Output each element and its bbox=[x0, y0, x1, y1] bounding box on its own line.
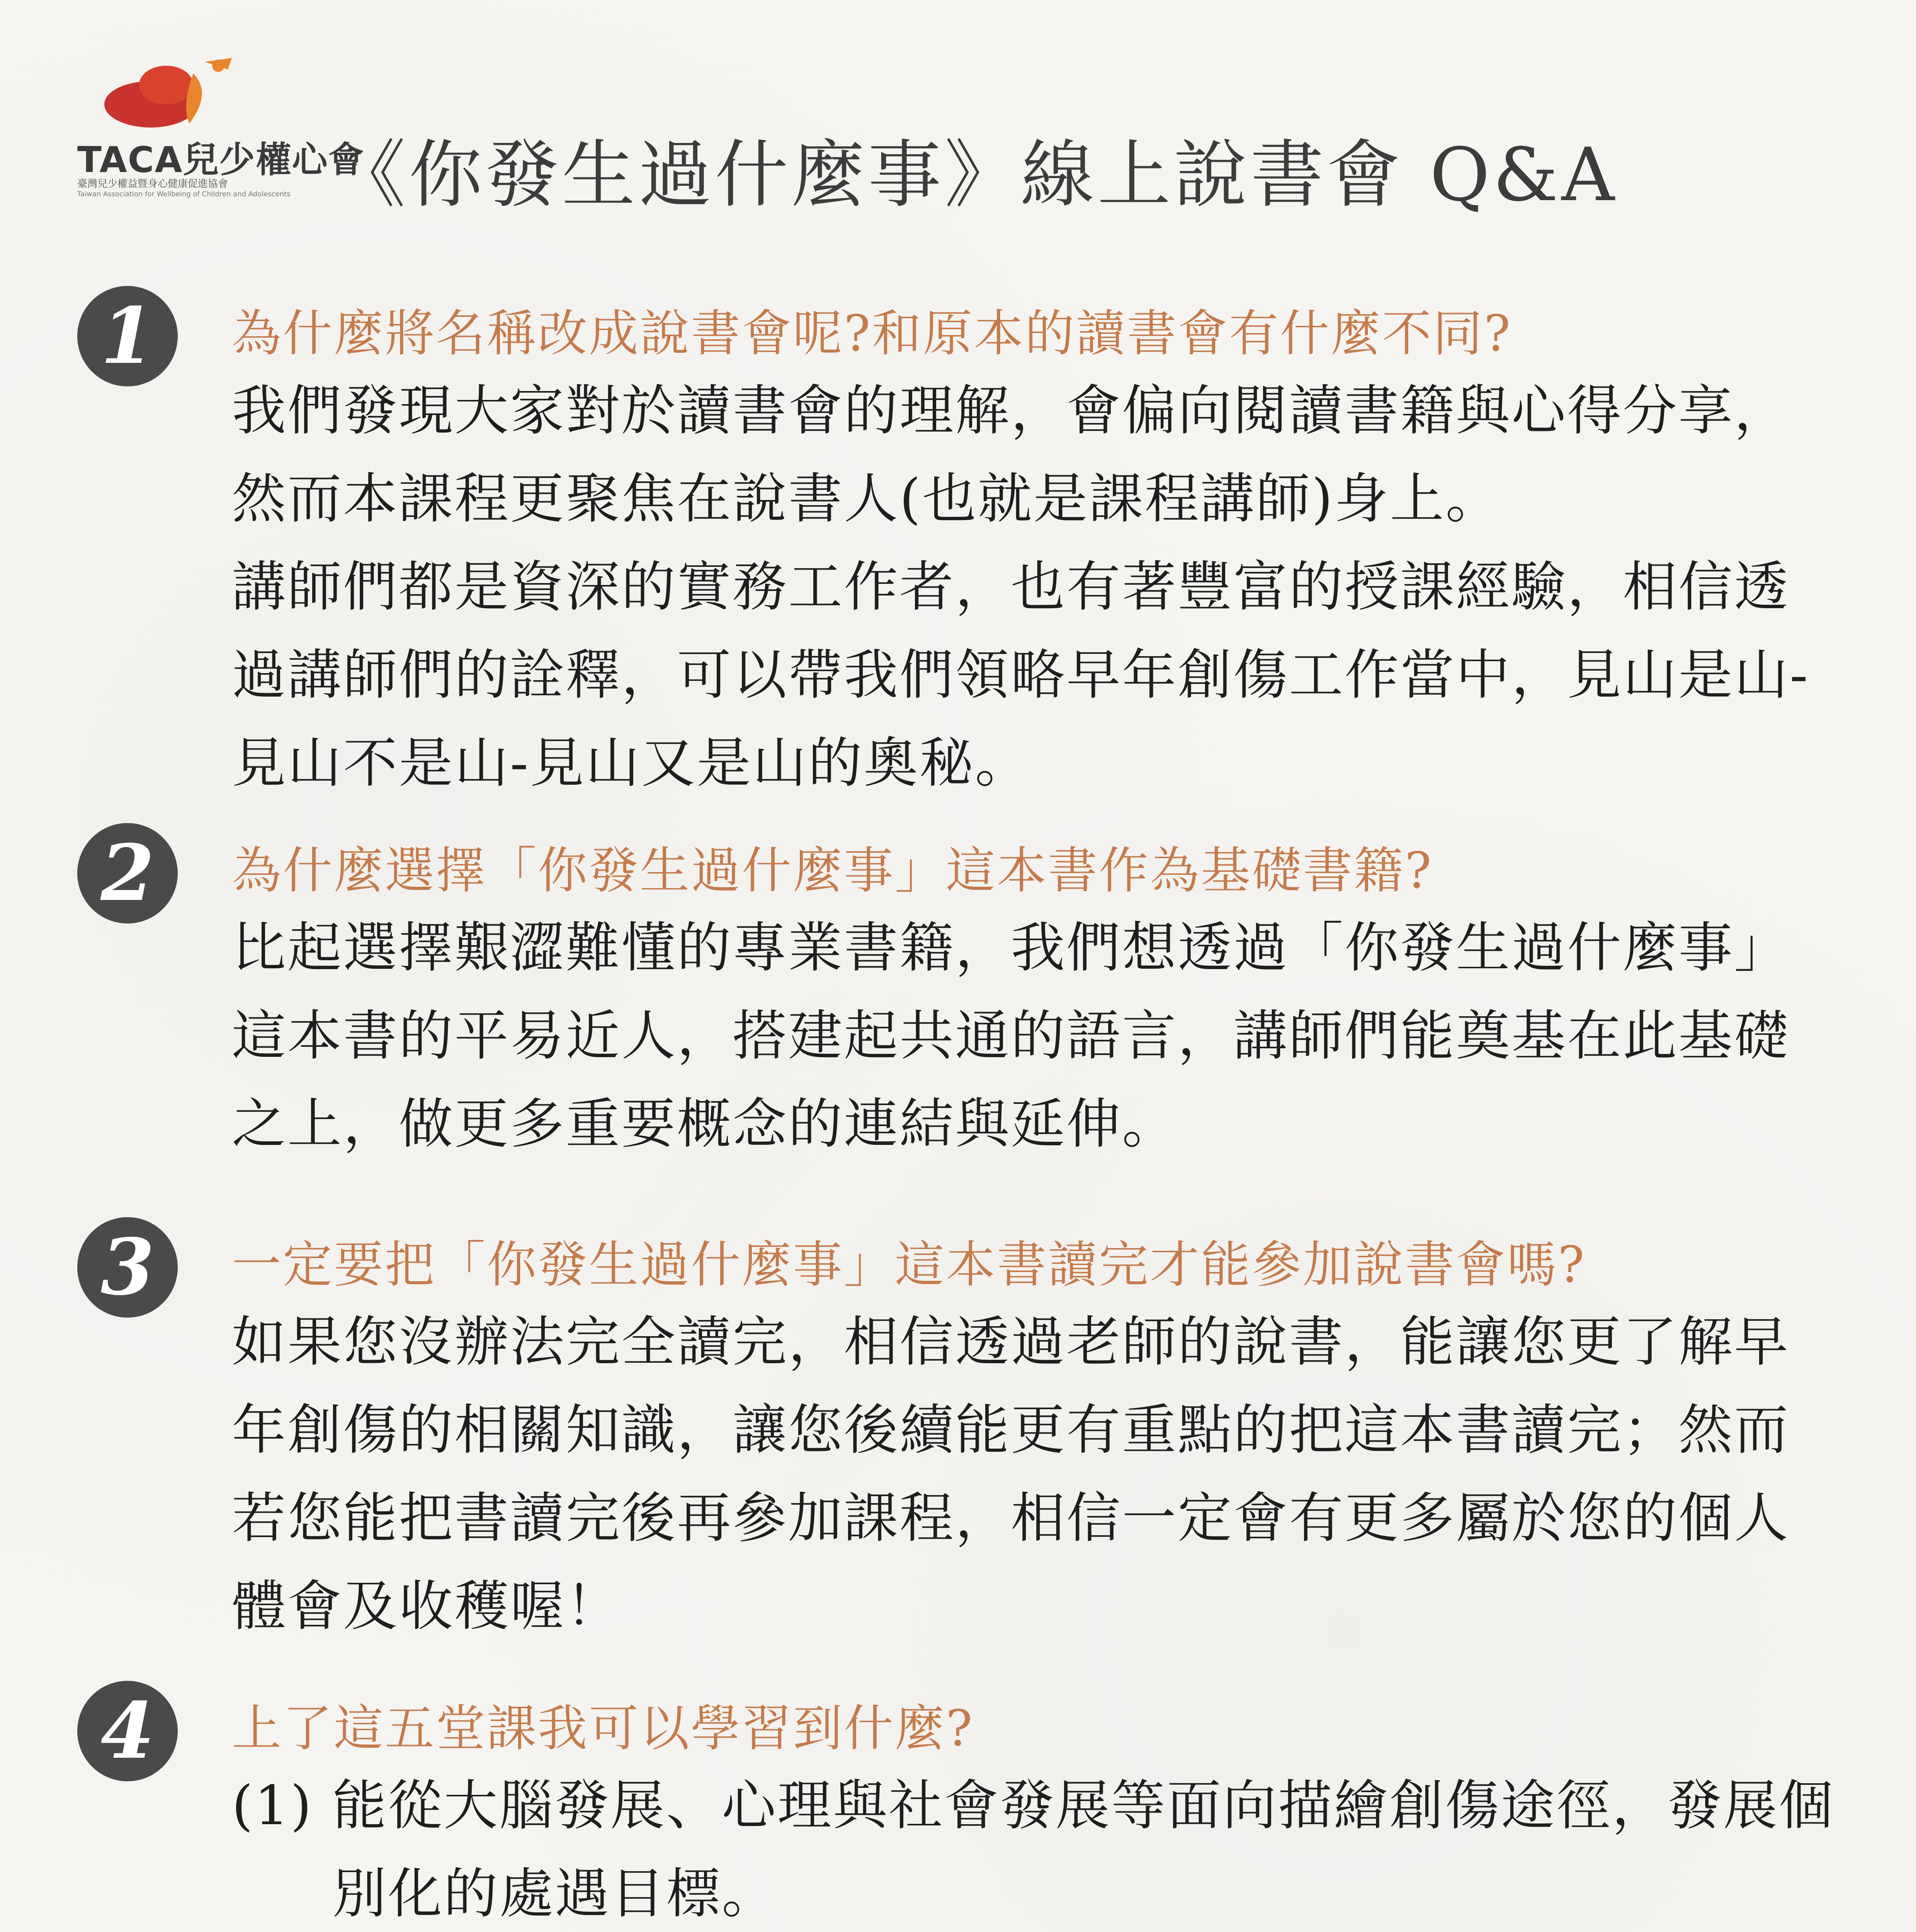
answer-line: 見山不是山-見山又是山的奧秘。 bbox=[232, 732, 1031, 795]
logo-text: TACA兒少權心會 bbox=[77, 139, 365, 180]
answer-line: 能從大腦發展、心理與社會發展等面向描繪創傷途徑，發展個 bbox=[332, 1774, 1835, 1837]
answer-line: 如果您沒辦法完全讀完，相信透過老師的說書，能讓您更了解早 bbox=[232, 1311, 1790, 1374]
list-marker: (1) bbox=[232, 1774, 313, 1837]
answer-line: 比起選擇艱澀難懂的專業書籍，我們想透過「你發生過什麼事」 bbox=[232, 917, 1790, 980]
logo-subtitle: 臺灣兒少權益暨身心健康促進協會 bbox=[77, 178, 228, 190]
answer-line: 然而本課程更聚焦在說書人(也就是課程講師)身上。 bbox=[232, 468, 1501, 531]
answer-line: 講師們都是資深的實務工作者，也有著豐富的授課經驗，相信透 bbox=[232, 556, 1790, 619]
answer-line: 別化的處遇目標。 bbox=[332, 1862, 778, 1925]
answer-line: 體會及收穫喔！ bbox=[232, 1575, 622, 1638]
answer-line: 我們發現大家對於讀書會的理解，會偏向閱讀書籍與心得分享， bbox=[232, 379, 1790, 442]
logo-subtitle-english: Taiwan Association for Wellbeing of Children and Adolescents bbox=[77, 190, 291, 198]
answer bbox=[232, 904, 1916, 1168]
answer-line: 過講師們的詮釋，可以帶我們領略早年創傷工作當中，見山是山- bbox=[232, 644, 1810, 707]
answer-line: 若您能把書讀完後再參加課程，相信一定會有更多屬於您的個人 bbox=[232, 1487, 1790, 1550]
number-badge: 3 bbox=[77, 1217, 178, 1318]
answer-line: 之上，做更多重要概念的連結與延伸。 bbox=[232, 1093, 1178, 1156]
list-text bbox=[332, 1762, 1916, 1932]
answer-line: 年創傷的相關知識，讓您後續能更有重點的把這本書讀完；然而 bbox=[232, 1399, 1790, 1462]
list-item bbox=[232, 1762, 1916, 1932]
number-badge: 2 bbox=[77, 823, 178, 923]
page-title: 《你發生過什麼事》線上說書會 Q&A bbox=[332, 132, 1618, 218]
question: 為什麼選擇「你發生過什麼事」這本書作為基礎書籍? bbox=[232, 842, 1433, 900]
number-badge: 1 bbox=[77, 286, 178, 386]
number-badge: 4 bbox=[77, 1681, 178, 1781]
question: 為什麼將名稱改成說書會呢?和原本的讀書會有什麼不同? bbox=[232, 305, 1512, 362]
question: 上了這五堂課我可以學習到什麼? bbox=[232, 1700, 974, 1757]
answer bbox=[232, 1762, 1916, 1932]
question: 一定要把「你發生過什麼事」這本書讀完才能參加說書會嗎? bbox=[232, 1236, 1586, 1294]
answer bbox=[232, 1298, 1916, 1651]
answer-line: 這本書的平易近人，搭建起共通的語言，講師們能奠基在此基礎 bbox=[232, 1005, 1790, 1068]
answer bbox=[232, 367, 1916, 808]
